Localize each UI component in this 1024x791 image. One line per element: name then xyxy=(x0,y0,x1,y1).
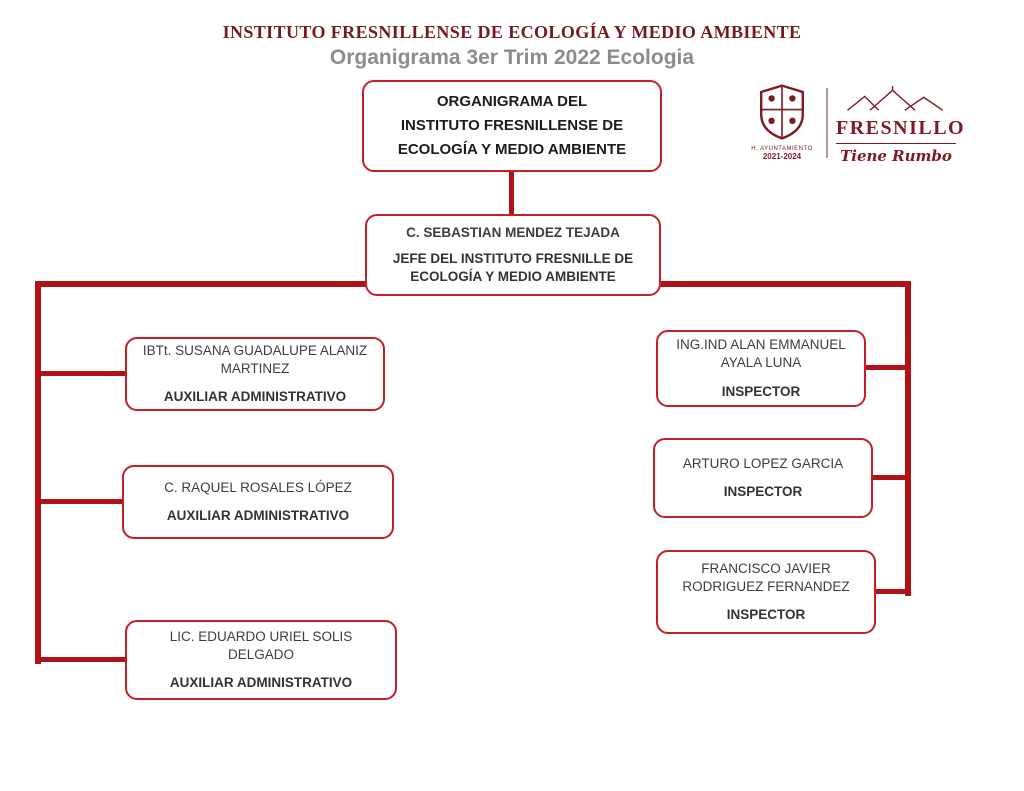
node-role: INSPECTOR xyxy=(723,484,803,499)
node-inspector-1 xyxy=(656,330,866,407)
node-role: AUXILIAR ADMINISTRATIVO xyxy=(169,675,353,691)
ayuntamiento-crest xyxy=(744,84,820,164)
jefe-name: C. SEBASTIAN MENDEZ TEJADA xyxy=(406,224,620,240)
connector-left-stub-3 xyxy=(35,657,127,662)
connector-right-stub-2 xyxy=(871,475,907,480)
node-role: INSPECTOR xyxy=(726,607,806,623)
node-role: AUXILIAR ADMINISTRATIVO xyxy=(166,508,350,523)
connector-right-stub-3 xyxy=(874,589,907,594)
fresnillo-headframe-icon xyxy=(840,86,952,112)
jefe-box xyxy=(365,214,661,296)
page-subtitle: Organigrama 3er Trim 2022 Ecologia xyxy=(329,46,695,69)
crest-ayuntamiento-label: H. AYUNTAMIENTO xyxy=(751,146,813,152)
ayuntamiento-crest-icon xyxy=(753,84,811,140)
connector-left-stub-1 xyxy=(35,371,127,376)
node-name: C. RAQUEL ROSALES LÓPEZ xyxy=(164,479,352,495)
org-title-line-2: INSTITUTO FRESNILLENSE DE xyxy=(400,117,624,134)
page-title: INSTITUTO FRESNILLENSE DE ECOLOGÍA Y MEDIO AMBIENTE xyxy=(222,22,802,42)
node-role: INSPECTOR xyxy=(721,383,801,399)
node-name: ING.IND ALAN EMMANUEL AYALA LUNA xyxy=(676,337,846,371)
connector-root-to-jefe xyxy=(509,170,514,218)
node-name: FRANCISCO JAVIER RODRIGUEZ FERNANDEZ xyxy=(682,560,850,594)
org-title-line-3: ECOLOGÍA Y MEDIO AMBIENTE xyxy=(397,141,627,158)
node-role: AUXILIAR ADMINISTRATIVO xyxy=(163,389,347,405)
connector-left-vertical xyxy=(35,281,41,664)
connector-right-vertical xyxy=(905,281,911,596)
logo-divider xyxy=(826,88,828,158)
node-name: IBTt. SUSANA GUADALUPE ALANIZ MARTINEZ xyxy=(142,342,368,376)
connector-right-stub-1 xyxy=(864,365,907,370)
fresnillo-slogan-label: Tiene Rumbo xyxy=(836,143,956,165)
crest-years-label: 2021-2024 xyxy=(762,152,802,161)
node-inspector-3 xyxy=(656,550,876,634)
node-inspector-2 xyxy=(653,438,873,518)
jefe-role: JEFE DEL INSTITUTO FRESNILLE DE ECOLOGÍA Y MEDIO AMBIENTE xyxy=(392,250,634,285)
node-auxiliar-3 xyxy=(125,620,397,700)
node-name: ARTURO LOPEZ GARCIA xyxy=(682,455,844,471)
connector-left-stub-2 xyxy=(35,499,124,504)
node-auxiliar-2 xyxy=(122,465,394,539)
org-title-line-1: ORGANIGRAMA DEL xyxy=(436,93,588,110)
fresnillo-logo xyxy=(836,86,966,165)
org-title-box xyxy=(362,80,662,172)
node-auxiliar-1 xyxy=(125,337,385,411)
node-name: LIC. EDUARDO URIEL SOLIS DELGADO xyxy=(169,628,353,662)
fresnillo-city-label: FRESNILLO xyxy=(836,117,966,139)
